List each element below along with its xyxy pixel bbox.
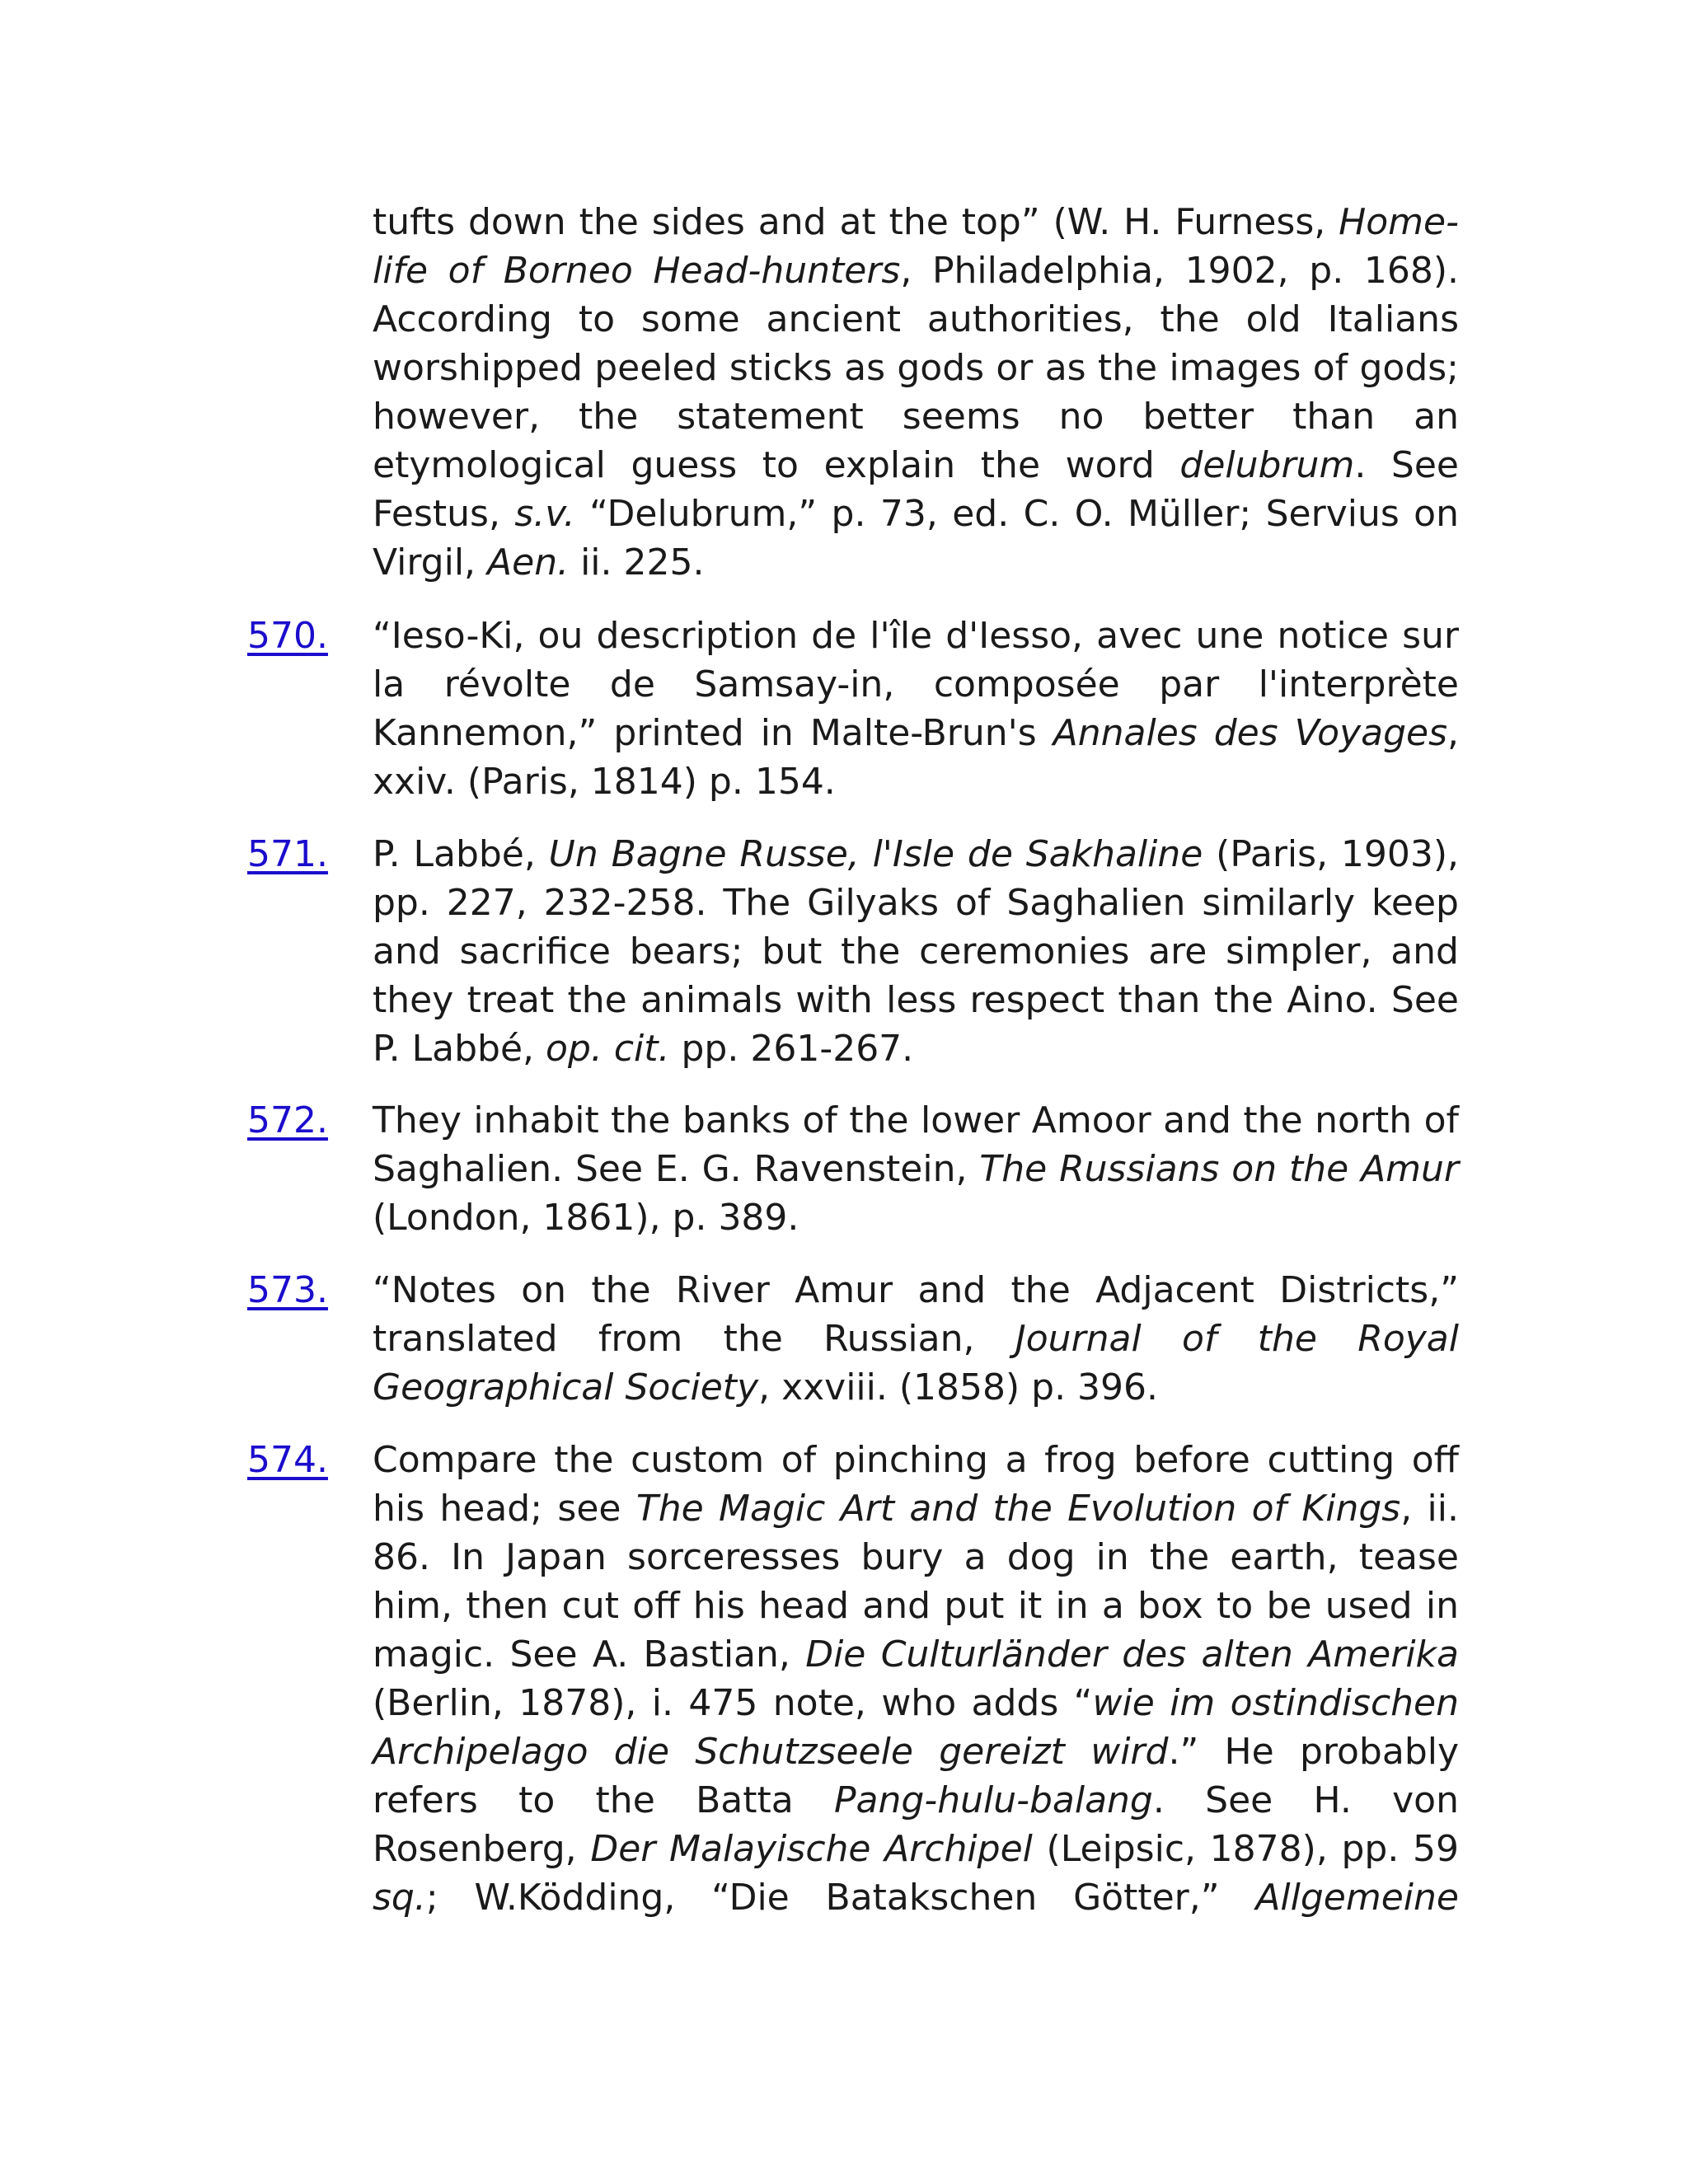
text-run: “Notes on the River Amur and the Adjacent Districts,”: [373, 1269, 1459, 1311]
italic-title: life of Borneo Head-hunters: [373, 250, 901, 292]
footnote-572: [247, 1096, 1459, 1242]
text-line: [373, 830, 1459, 879]
text-run: pp. 261-267.: [669, 1028, 914, 1070]
text-run: (Berlin, 1878), i. 475 note, who adds “: [373, 1682, 1093, 1724]
text-run: Kannemon,” printed in Malte-Brun's: [373, 712, 1053, 754]
footnote-body: [373, 1096, 1459, 1242]
text-line: [373, 1193, 1459, 1242]
text-run: . See: [1354, 444, 1459, 486]
text-run: P. Labbé,: [373, 833, 549, 875]
text-run: (Paris, 1903),: [1203, 833, 1459, 875]
text-run: Compare the custom of pinching a frog before cutting off: [373, 1439, 1459, 1481]
text-line: [373, 612, 1459, 660]
text-run: According to some ancient authorities, the old Italians: [373, 298, 1459, 340]
text-line: [373, 1024, 1459, 1073]
text-run: him, then cut off his head and put it in a box to be used in: [373, 1585, 1459, 1627]
text-line: [373, 392, 1459, 441]
text-line: [373, 1484, 1459, 1533]
text-run: .” He probably: [1168, 1731, 1460, 1773]
text-line: [373, 1727, 1459, 1776]
footnote-link-574[interactable]: 574.: [247, 1439, 328, 1481]
text-line: [373, 1873, 1459, 1922]
text-run: they treat the animals with less respect than the Aino. See: [373, 979, 1459, 1021]
text-line: [373, 1776, 1459, 1825]
text-line: [373, 490, 1459, 538]
text-line: [373, 1266, 1459, 1315]
italic-title: s.v.: [514, 493, 575, 535]
text-run: , ii.: [1400, 1488, 1459, 1530]
italic-title: Un Bagne Russe, l'Isle de Sakhaline: [548, 833, 1203, 875]
footnote-link-570[interactable]: 570.: [247, 615, 328, 657]
text-line: [373, 1582, 1459, 1630]
text-run: Virgil,: [373, 541, 488, 583]
footnote-link-571[interactable]: 571.: [247, 833, 328, 875]
text-run: magic. See A. Bastian,: [373, 1633, 806, 1675]
text-line: [373, 709, 1459, 757]
text-run: , Philadelphia, 1902, p. 168).: [900, 250, 1459, 292]
italic-title: op. cit.: [546, 1028, 670, 1070]
text-run: worshipped peeled sticks as gods or as the images of gods;: [373, 347, 1459, 389]
text-run: Festus,: [373, 493, 515, 535]
text-run: . See H. von: [1152, 1779, 1459, 1821]
text-line: [373, 295, 1459, 344]
text-run: translated from the Russian,: [373, 1318, 1015, 1360]
text-run: Rosenberg,: [373, 1828, 591, 1870]
text-run: “Ieso-Ki, ou description de l'île d'Iesso, avec une notice sur: [373, 615, 1459, 657]
italic-title: wie im ostindischen: [1092, 1682, 1459, 1724]
text-run: however, the statement seems no better than an: [373, 396, 1459, 438]
italic-title: Archipelago die Schutzseele gereizt wird: [373, 1731, 1169, 1773]
text-line: [373, 927, 1459, 976]
text-run: la révolte de Samsay-in, composée par l'interprète: [373, 663, 1459, 705]
text-line: [373, 757, 1459, 806]
italic-title: Pang-hulu-balang: [834, 1779, 1153, 1821]
text-line: [373, 1825, 1459, 1873]
footnote-573: [247, 1266, 1459, 1412]
text-run: They inhabit the banks of the lower Amoor and the north of: [373, 1099, 1459, 1141]
italic-title: Der Malayische Archipel: [590, 1828, 1033, 1870]
text-line: [373, 879, 1459, 927]
text-run: xxiv. (Paris, 1814) p. 154.: [373, 761, 836, 803]
footnote-link-572[interactable]: 572.: [247, 1099, 328, 1141]
italic-title: Journal of the Royal: [1015, 1318, 1459, 1360]
text-line: [373, 1145, 1459, 1193]
text-line: [373, 1096, 1459, 1145]
text-run: ; W.Ködding, “Die Batakschen Götter,”: [425, 1877, 1256, 1919]
footnote-570: [247, 612, 1459, 806]
italic-title: Home-: [1339, 201, 1459, 243]
text-run: Saghalien. See E. G. Ravenstein,: [373, 1148, 980, 1190]
text-line: [373, 660, 1459, 709]
text-line: [373, 1363, 1459, 1412]
text-line: [373, 1436, 1459, 1484]
text-line: [373, 344, 1459, 392]
footnote-571: [247, 830, 1459, 1073]
text-run: ,: [1447, 712, 1459, 754]
text-line: [373, 246, 1459, 295]
text-line: [373, 976, 1459, 1024]
footnote-link-573[interactable]: 573.: [247, 1269, 328, 1311]
text-line: [373, 538, 1459, 587]
text-run: pp. 227, 232-258. The Gilyaks of Saghalien similarly keep: [373, 882, 1459, 924]
italic-title: Aen.: [487, 541, 570, 583]
text-run: ii. 225.: [569, 541, 705, 583]
italic-title: delubrum: [1179, 444, 1355, 486]
italic-title: sq.: [373, 1877, 426, 1919]
text-line: [373, 198, 1459, 246]
text-line: [373, 1630, 1459, 1679]
text-run: refers to the Batta: [373, 1779, 834, 1821]
text-run: (Leipsic, 1878), pp. 59: [1032, 1828, 1459, 1870]
text-run: P. Labbé,: [373, 1028, 546, 1070]
footnote-574: [247, 1436, 1459, 1922]
italic-title: Geographical Society: [373, 1366, 759, 1408]
italic-title: Allgemeine: [1255, 1877, 1459, 1919]
italic-title: The Magic Art and the Evolution of Kings: [635, 1488, 1401, 1530]
text-run: , xxviii. (1858) p. 396.: [758, 1366, 1159, 1408]
text-run: etymological guess to explain the word: [373, 444, 1180, 486]
text-run: (London, 1861), p. 389.: [373, 1197, 799, 1239]
text-line: [373, 1533, 1459, 1582]
text-line: [373, 441, 1459, 490]
text-run: “Delubrum,” p. 73, ed. C. O. Müller; Servius on: [574, 493, 1459, 535]
italic-title: Die Culturländer des alten Amerika: [805, 1633, 1459, 1675]
italic-title: Annales des Voyages: [1053, 712, 1447, 754]
footnote-body: [373, 1266, 1459, 1412]
footnote-continuation: [247, 198, 1459, 587]
text-line: [373, 1679, 1459, 1727]
text-run: his head; see: [373, 1488, 636, 1530]
italic-title: The Russians on the Amur: [979, 1148, 1460, 1190]
text-run: tufts down the sides and at the top” (W. H. Furness,: [373, 201, 1339, 243]
footnote-body: [373, 198, 1459, 587]
text-run: 86. In Japan sorceresses bury a dog in the earth, tease: [373, 1536, 1459, 1578]
footnote-body: [373, 612, 1459, 806]
footnote-body: [373, 1436, 1459, 1922]
text-line: [373, 1315, 1459, 1363]
text-run: and sacrifice bears; but the ceremonies are simpler, and: [373, 930, 1459, 972]
footnote-body: [373, 830, 1459, 1073]
